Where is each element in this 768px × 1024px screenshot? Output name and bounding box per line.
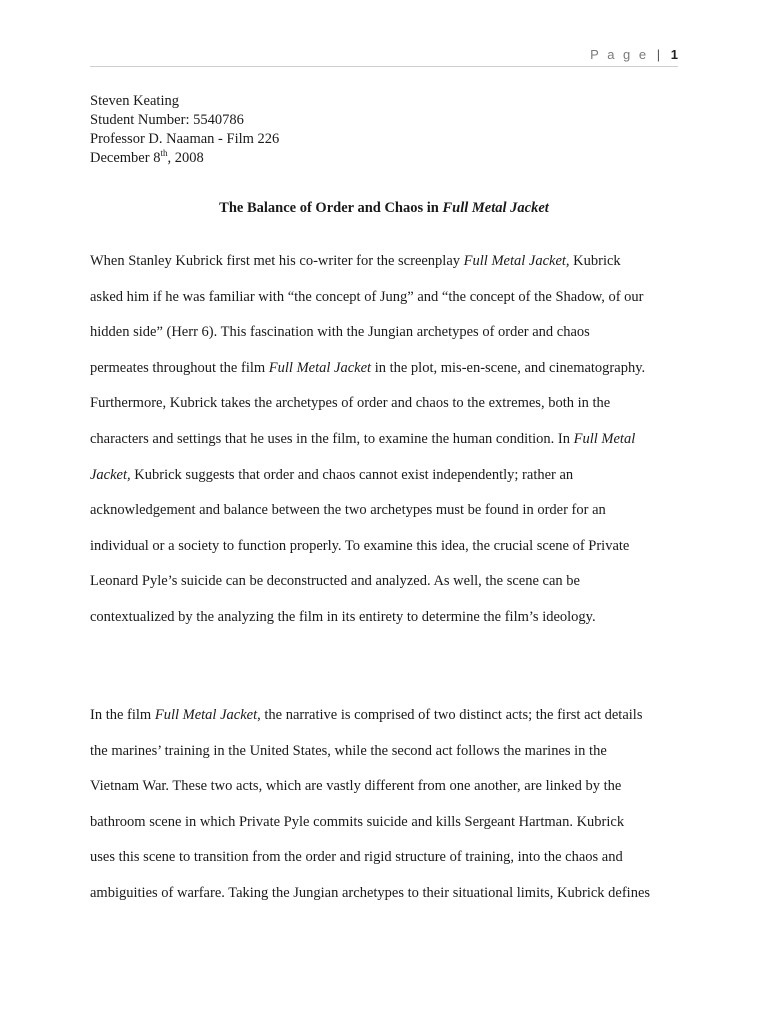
professor-course: Professor D. Naaman - Film 226 [90,131,280,147]
date-suffix: , 2008 [167,150,204,166]
line-text: uses this scene to transition from the order and rigid structure of training, into the chaos and [90,849,623,866]
line-text: characters and settings that he uses in the film, to examine the human condition. In [90,430,574,447]
line-text: hidden side” (Herr 6). This fascination with the Jungian archetypes of order and chaos [90,324,590,341]
paragraph-line [90,537,690,573]
paragraph-2 [90,706,690,920]
paragraph-line [90,430,690,466]
line-text: ambiguities of warfare. Taking the Jungian archetypes to their situational limits, Kubrick defines [90,884,651,901]
line-text: contextualized by the analyzing the film in its entirety to determine the film’s ideology. [90,608,596,625]
date-superscript: th [160,148,168,158]
paragraph-1 [90,252,690,644]
line-italic: Full Metal Jacket [154,707,258,723]
paragraph-line [90,706,690,742]
line-text: Kubrick [569,253,621,269]
paragraph-line [90,252,690,288]
paragraph-line [90,572,690,608]
paragraph-line [90,466,690,502]
paragraph-line [90,813,690,849]
author-block [90,92,279,168]
author-name: Steven Keating [90,93,179,109]
line-text: Vietnam War. These two acts, which are vastly different from one another, are linked by the [90,778,622,795]
line-text: in the plot, mis-en-scene, and cinematography. [371,359,646,376]
title-italic: Full Metal Jacket [442,200,549,216]
header-rule [90,66,678,67]
student-number: Student Number: 5540786 [90,112,244,128]
line-text: Kubrick suggests that order and chaos cannot exist independently; rather an [130,466,574,483]
line-italic: Full Metal [573,430,636,447]
page-separator: | [656,47,663,62]
page-label: P a g e [590,47,649,62]
line-text: asked him if he was familiar with “the concept of Jung” and “the concept of the Shadow, of our [90,288,644,305]
line-italic: Full Metal Jacket [268,359,372,376]
paragraph-line [90,777,690,813]
line-text: individual or a society to function properly. To examine this idea, the crucial scene of Private [90,537,630,554]
paragraph-line [90,394,690,430]
page-number: 1 [670,47,678,62]
title-text: The Balance of Order and Chaos in [219,200,443,216]
paragraph-line [90,742,690,778]
line-italic: Jacket, [90,466,131,483]
paragraph-line [90,323,690,359]
line-text: In the film [90,707,155,723]
essay-title [90,200,678,217]
paragraph-line [90,884,690,920]
line-text: acknowledgement and balance between the two archetypes must be found in order for an [90,502,606,519]
paragraph-line [90,288,690,324]
page-header [590,47,678,62]
line-text: When Stanley Kubrick first met his co-writer for the screenplay [90,253,464,269]
date-prefix: December 8 [90,150,161,166]
line-text: the marines’ training in the United States, while the second act follows the marines in the [90,742,607,759]
paragraph-line [90,501,690,537]
paragraph-line [90,608,690,644]
submission-date [90,149,279,168]
paragraph-line [90,359,690,395]
line-text: Furthermore, Kubrick takes the archetypes of order and chaos to the extremes, both in the [90,395,611,412]
line-text: bathroom scene in which Private Pyle commits suicide and kills Sergeant Hartman. Kubrick [90,813,625,830]
line-text: permeates throughout the film [90,359,269,376]
paragraph-line [90,848,690,884]
line-text: Leonard Pyle’s suicide can be deconstructed and analyzed. As well, the scene can be [90,573,580,590]
line-italic: Full Metal Jacket, [463,253,570,269]
line-text: , the narrative is comprised of two distinct acts; the first act details [257,707,643,723]
